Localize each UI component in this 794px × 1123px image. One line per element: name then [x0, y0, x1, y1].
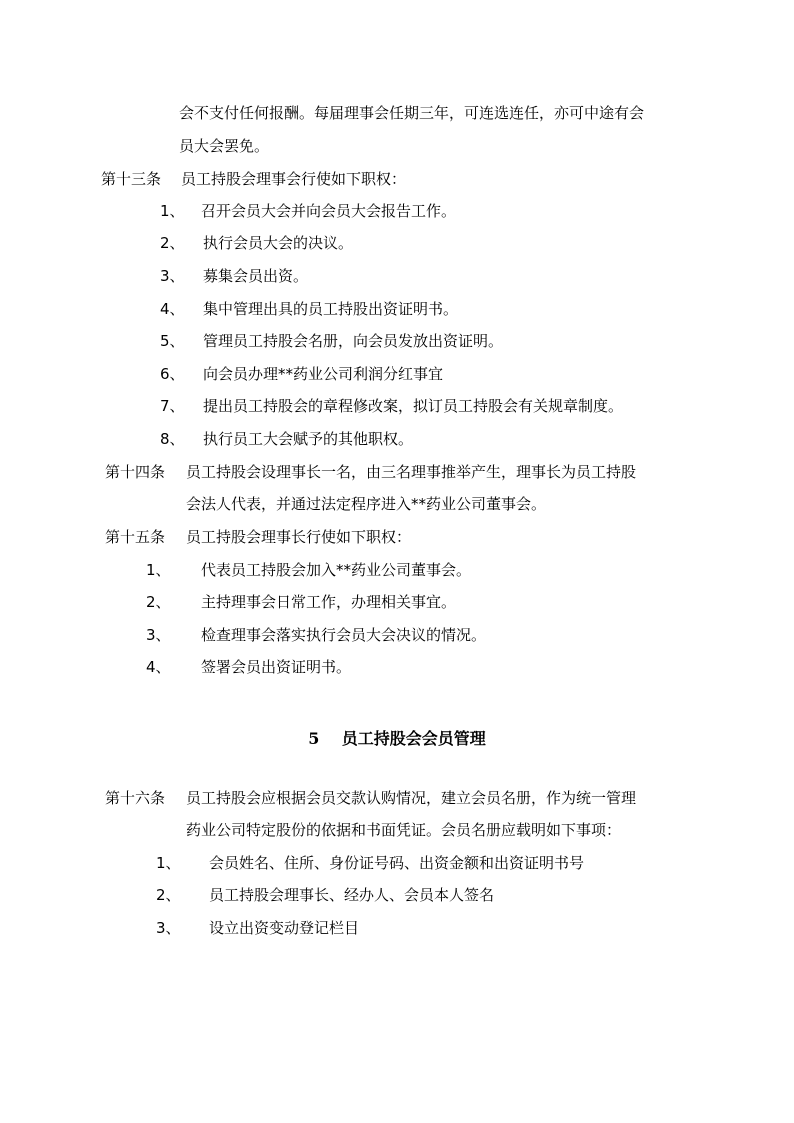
article-14-line1: 员工持股会设理事长一名，由三名理事推举产生，理事长为员工持股 — [186, 463, 637, 481]
article-16-line1: 员工持股会应根据会员交款认购情况，建立会员名册，作为统一管理 — [186, 789, 637, 807]
article-13-item-7-text: 提出员工持股会的章程修改案，拟订员工持股会有关规章制度。 — [203, 397, 624, 415]
article-13-item-5-number: 5、 — [160, 332, 185, 350]
article-15-item-2-text: 主持理事会日常工作，办理相关事宜。 — [201, 593, 457, 611]
article-13-item-1-number: 1、 — [160, 202, 185, 220]
article-13-item-1-text: 召开会员大会并向会员大会报告工作。 — [201, 202, 457, 220]
article-16-label: 第十六条 — [105, 789, 166, 807]
article-16-item-3-text: 设立出资变动登记栏目 — [209, 919, 360, 937]
article-15-item-4-text: 签署会员出资证明书。 — [201, 658, 352, 676]
article-16-item-2-text: 员工持股会理事长、经办人、会员本人签名 — [209, 886, 495, 904]
article12-continuation-line2: 员大会罢免。 — [179, 137, 270, 155]
article-15-item-1-number: 1、 — [146, 561, 171, 579]
article-15-item-4-number: 4、 — [146, 658, 171, 676]
article-13-item-4-text: 集中管理出具的员工持股出资证明书。 — [203, 300, 459, 318]
article-13-item-6-number: 6、 — [160, 365, 185, 383]
article-13-item-4-number: 4、 — [160, 300, 185, 318]
article-13-item-7-number: 7、 — [160, 397, 185, 415]
article-15-item-1-text: 代表员工持股会加入**药业公司董事会。 — [201, 561, 472, 579]
article-13-item-6-text: 向会员办理**药业公司利润分红事宜 — [203, 365, 444, 383]
article-14-label: 第十四条 — [105, 463, 166, 481]
article-13-item-3-number: 3、 — [160, 267, 185, 285]
article-15-item-3-number: 3、 — [146, 626, 171, 644]
article12-continuation-line1: 会不支付任何报酬。每届理事会任期三年，可连选连任，亦可中途有会 — [179, 104, 645, 122]
article-13-item-3-text: 募集会员出资。 — [203, 267, 309, 285]
article-16-item-1-text: 会员姓名、住所、身份证号码、出资金额和出资证明书号 — [209, 854, 585, 872]
article-15-label: 第十五条 — [105, 528, 166, 546]
article-16-item-2-number: 2、 — [156, 886, 181, 904]
article-16-item-3-number: 3、 — [156, 919, 181, 937]
article-15-item-2-number: 2、 — [146, 593, 171, 611]
section-number: 5 — [308, 729, 320, 748]
article-13-item-5-text: 管理员工持股会名册，向会员发放出资证明。 — [203, 332, 504, 350]
article-13-text: 员工持股会理事会行使如下职权： — [181, 170, 407, 188]
section-title: 员工持股会会员管理 — [341, 729, 486, 748]
article-15-item-3-text: 检查理事会落实执行会员大会决议的情况。 — [201, 626, 487, 644]
article-13-item-2-text: 执行会员大会的决议。 — [203, 234, 354, 252]
article-14-line2: 会法人代表，并通过法定程序进入**药业公司董事会。 — [186, 495, 547, 513]
article-15-text: 员工持股会理事长行使如下职权： — [186, 528, 412, 546]
article-13-item-2-number: 2、 — [160, 234, 185, 252]
section-heading — [0, 728, 794, 750]
article-13-label: 第十三条 — [101, 170, 162, 188]
article-13-item-8-text: 执行员工大会赋予的其他职权。 — [203, 430, 414, 448]
article-16-item-1-number: 1、 — [156, 854, 181, 872]
article-13-item-8-number: 8、 — [160, 430, 185, 448]
article-16-line2: 药业公司特定股份的依据和书面凭证。会员名册应载明如下事项： — [186, 821, 622, 839]
